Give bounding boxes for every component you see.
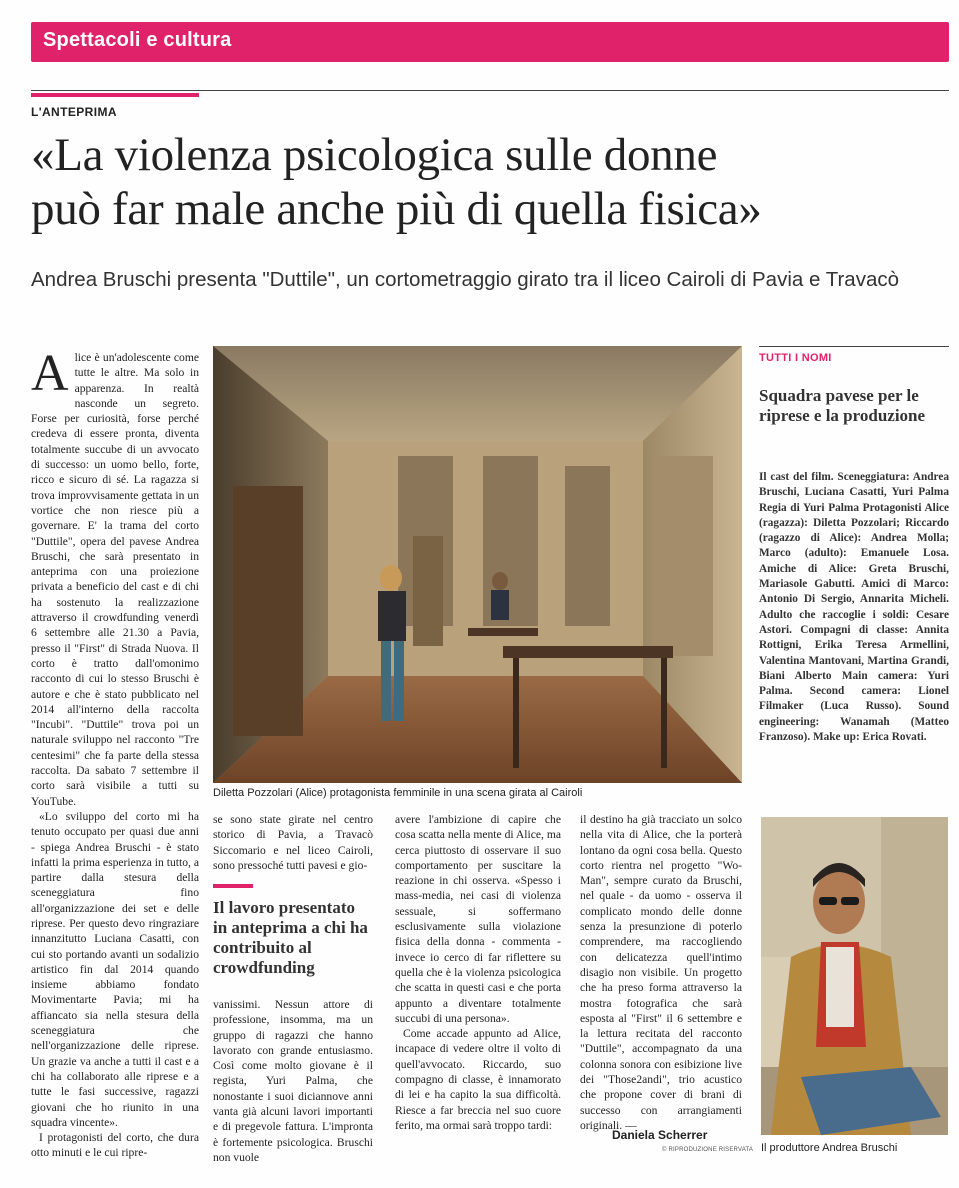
section-banner xyxy=(31,22,949,62)
headline-line-1: «La violenza psicologica sulle donne xyxy=(31,129,718,181)
article-column-2-top xyxy=(213,812,373,873)
sidebar-kicker: TUTTI I NOMI xyxy=(759,352,832,364)
photo-caption: Diletta Pozzolari (Alice) protagonista femminile in una scena girata al Cairoli xyxy=(213,787,583,799)
paragraph: I protagonisti del corto, che dura otto minuti e le cui ripre- xyxy=(31,1131,199,1160)
quote-accent-bar xyxy=(213,884,253,888)
paragraph: se sono state girate nel centro storico di Pavia, a Travacò Siccomario e nel liceo Cairoli, sono pressoché tutti pavesi e gio- xyxy=(213,813,373,872)
article-column-2-bottom xyxy=(213,997,373,1165)
paragraph: Come accade appunto ad Alice, incapace di vedere oltre il volto di quell'avvocato. Riccardo, suo compagno di classe, è innamorato di lei e ha capito la sua difficoltà. Riesce a far breccia nel suo cuore ferito, ma ormai sarà troppo tardi: xyxy=(395,1027,561,1132)
producer-photo-caption: Il produttore Andrea Bruschi xyxy=(761,1142,898,1154)
article-column-4 xyxy=(580,812,742,1133)
pull-quote-text: Il lavoro presentato in anteprima a chi ha contribuito al crowdfunding xyxy=(213,898,368,977)
article-column-3 xyxy=(395,812,561,1133)
article-headline xyxy=(31,128,949,236)
kicker-accent-bar xyxy=(31,93,199,97)
sidebar-title: Squadra pavese per le riprese e la produzione xyxy=(759,386,926,425)
sidebar-body: Il cast del film. Sceneggiatura: Andrea Bruschi, Luciana Casatti, Yuri Palma Regia di Yuri Palma Protagonisti Alice (ragazza): Diletta Pozzolari; Riccardo (ragazzo di Alice): Andrea Molla; Marco (adulto): Emanuele Losa. Amiche di Alice: Greta Bruschi, Mariasole Gabutti. Amici di Marco: Antonio Di Sergio, Annarita Micheli. Adulto che raccoglie i soldi: Cesare Astori. Compagni di classe: Annita Rottigni, Erika Teresa Armellini, Valentina Mantovani, Martina Grandi, Biani Alberto Main camera: Yuri Palma. Second camera: Lionel Filmaker (Luca Russo). Sound engineering: Wanamah (Matteo Franzoso). Make up: Erica Rovati. xyxy=(759,471,949,744)
sidebar-divider xyxy=(759,346,949,347)
producer-photo xyxy=(761,817,948,1135)
pull-quote xyxy=(213,884,373,978)
author-signature: Daniela Scherrer xyxy=(612,1128,708,1142)
copyright-note: © RIPRODUZIONE RISERVATA xyxy=(662,1147,754,1153)
paragraph: vanissimi. Nessun attore di professione, insomma, ma un gruppo di ragazzi che hanno lavorato con grande entusiasmo. Così come molto giovane è il regista, Yuri Palma, che nonostante i suoi diciannove anni vanta già alcuni lavori importanti e di pregevole fattura. L'impronta è fortemente psicologica. Bruschi non vuole xyxy=(213,998,373,1164)
paragraph: avere l'ambizione di capire che cosa scatta nella mente di Alice, ma cerca piuttosto di osservare il suo comportamento per suscitare la reazione in chi osserva. «Spesso i mass-media, nei casi di violenza sessuale, si soffermano esclusivamente sulla violazione fisica della donna - commenta - invece io cerco di far riflettere su quella che è la violenza psicologica che scatta in questi casi e che porta appunto a diventare totalmente succubi di una persona». xyxy=(395,813,561,1025)
article-subhead: Andrea Bruschi presenta "Duttile", un cortometraggio girato tra il liceo Cairoli di Pavia e Travacò xyxy=(31,268,899,291)
article-column-1 xyxy=(31,345,199,1161)
main-photo xyxy=(213,346,742,783)
section-label: Spettacoli e cultura xyxy=(43,29,232,51)
paragraph: «Lo sviluppo del corto mi ha tenuto occupato per quasi due anni - spiega Andrea Bruschi - è stato infatti la prima esperienza in tutto, a partire dalla stesura della sceneggiatura fino all'organizzazione dei set e delle riprese. Per questo devo ringraziare innanzitutto Luciana Casatti, con cui sto portando avanti un sodalizio artistico fin dal 2014 quando insieme abbiamo fondato Movimentarte Pavia; mi ha affiancato sia nella stesura della sceneggiatura che nell'organizzazione delle riprese. Un grazie va anche a tutti il cast e a chi ha collaborato alle riprese e a tutte le fasi successive, ragazzi giovani che ho riunito in una squadra vincente». xyxy=(31,809,199,1129)
paragraph: il destino ha già tracciato un solco nella vita di Alice, che la porterà lontano da ogni cosa bella. Questo corto rientra nel progetto "Wo-Man", sempre curato da Bruschi, nel quale - da uomo - osserva il complicato mondo delle donne senza la presunzione di poterlo comprendere, ma raccogliendo con delicatezza quell'intimo disagio non visibile. Un progetto che ha preso forma attraverso la mostra fotografica che sarà esposta al "First" il 6 settembre e la lettura recitata del racconto "Duttile", accompagnato da una colonna sonora con esibizione live dei "Those2andi", trio acustico che propone cover di brani di successo con arrangiamenti originali. — xyxy=(580,813,742,1132)
divider xyxy=(31,90,949,91)
article-kicker: L'ANTEPRIMA xyxy=(31,105,117,119)
headline-line-2: può far male anche più di quella fisica» xyxy=(31,183,762,235)
paragraph: lice è un'adolescente come tutte le altre. Ma solo in apparenza. In realtà nasconde un segreto. Forse per curiosità, forse perché credeva di essere pronta, diventa totalmente succube di un avvocato di successo: un uomo bello, forte, ricco e sicuro di sé. La ragazza si trova improvvisamente gettata in un vortice che non riesce più a governare. E' la trama del corto "Duttile", opera del pavese Andrea Bruschi, che sarà presentato in anteprima con una proiezione privata a beneficio del cast e di chi ha sostenuto la realizzazione attraverso il crowdfunding venerdì 6 settembre alle 21.30 a Pavia, presso il "First" di Strada Nuova. Il corto è tratto dall'omonimo racconto di cui lo stesso Bruschi è autore e che è stato pubblicato nel 2014 all'interno della raccolta "Incubi". "Duttile" trova poi un naturale sviluppo nel racconto "Tre centesimi" che fa parte della stessa raccolta. Da sabato 7 settembre il corto sarà visibile a tutti su YouTube. xyxy=(31,351,199,808)
drop-cap: A xyxy=(31,345,69,402)
